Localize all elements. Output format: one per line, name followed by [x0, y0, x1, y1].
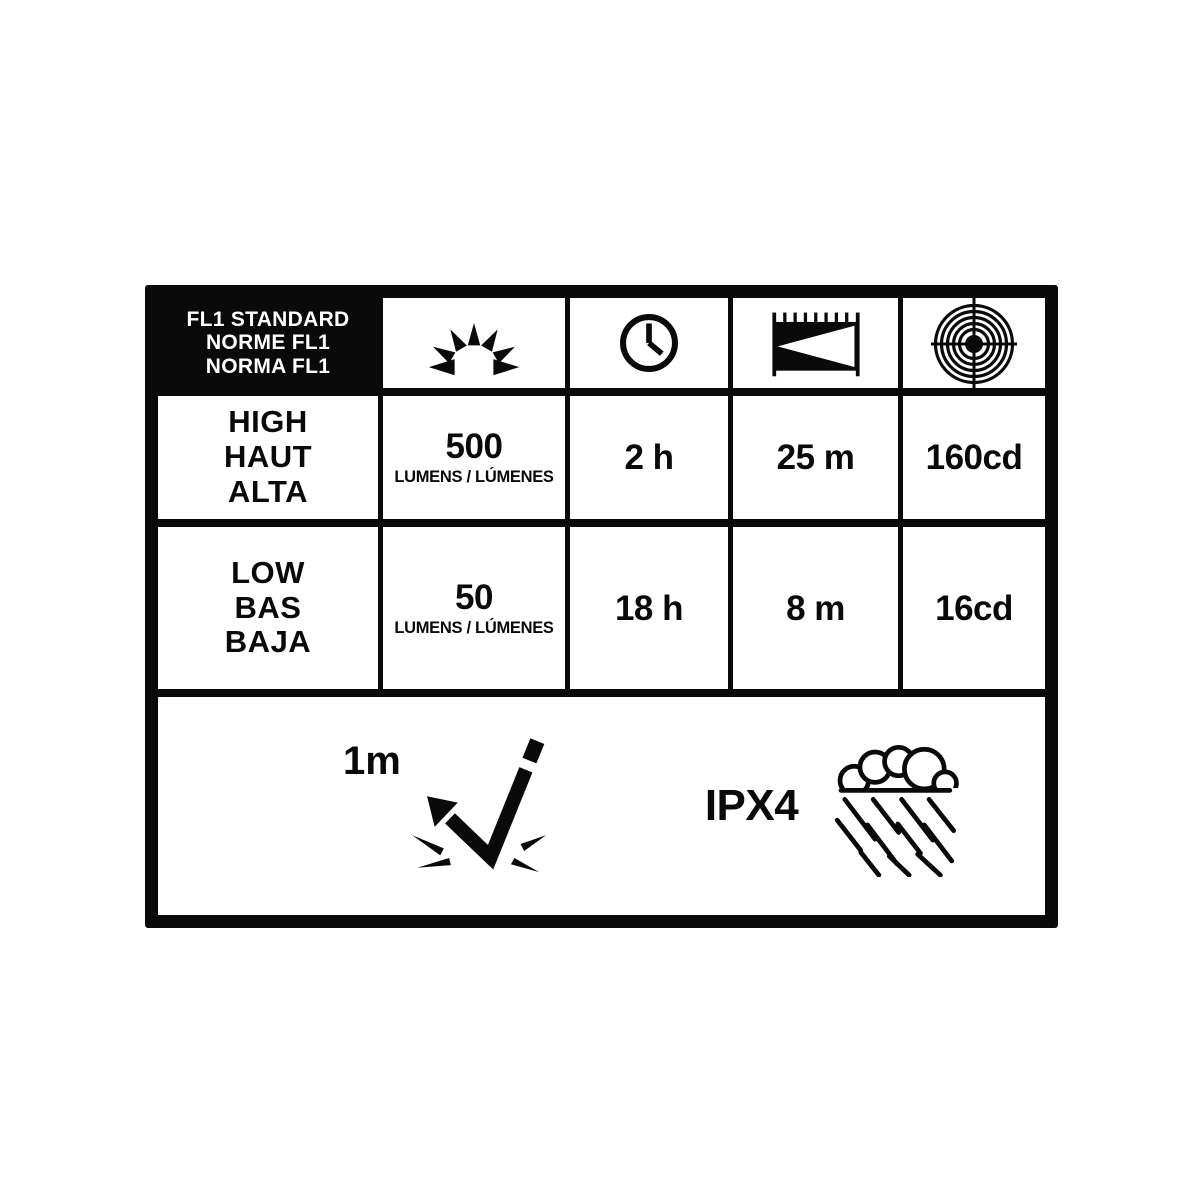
high-intensity-value: 160cd — [925, 438, 1023, 477]
mode-cell-high — [158, 396, 378, 519]
low-runtime-cell — [570, 527, 728, 689]
beam-distance-icon — [769, 306, 863, 381]
drop-height-label: 1m — [343, 739, 401, 783]
fl1-standard-spec-table — [145, 285, 1058, 928]
water-resistance-group — [705, 735, 970, 877]
drop-impact-icon — [405, 731, 555, 881]
low-intensity-cell — [903, 527, 1045, 689]
fl1-standard-title — [158, 298, 378, 388]
mode-label: BAJA — [224, 624, 312, 660]
title-line-3: NORMA FL1 — [205, 354, 331, 378]
high-lumens-value: 500 — [445, 427, 503, 467]
light-output-sun-icon — [422, 308, 526, 379]
mode-label: ALTA — [227, 473, 309, 509]
low-runtime-value: 18 h — [614, 588, 684, 628]
rain-cloud-icon — [818, 735, 970, 877]
peak-intensity-header-cell — [903, 298, 1045, 388]
low-distance-value: 8 m — [786, 588, 845, 628]
mode-label: BAS — [234, 589, 302, 625]
title-line-2: NORME FL1 — [205, 331, 331, 355]
peak-intensity-target-icon — [929, 298, 1019, 388]
title-line-1: FL1 STANDARD — [186, 307, 350, 331]
ipx-rating-label: IPX4 — [704, 781, 799, 830]
high-runtime-cell — [570, 396, 728, 519]
lumens-caption: LUMENS / LÚMENES — [394, 468, 554, 487]
light-output-header-cell — [383, 298, 565, 388]
durability-footer-cell — [158, 697, 1045, 915]
runtime-header-cell — [570, 298, 728, 388]
low-lumens-cell — [383, 527, 565, 689]
drop-test-group — [343, 731, 555, 881]
lumens-caption: LUMENS / LÚMENES — [394, 618, 554, 637]
mode-label: LOW — [231, 554, 305, 590]
low-intensity-value: 16cd — [935, 588, 1013, 628]
high-distance-value: 25 m — [776, 438, 855, 477]
low-lumens-value: 50 — [455, 577, 493, 617]
runtime-clock-icon — [617, 311, 681, 375]
beam-distance-header-cell — [733, 298, 898, 388]
mode-cell-low — [158, 527, 378, 689]
high-distance-cell — [733, 396, 898, 519]
high-intensity-cell — [903, 396, 1045, 519]
high-runtime-value: 2 h — [624, 438, 674, 477]
high-lumens-cell — [383, 396, 565, 519]
low-distance-cell — [733, 527, 898, 689]
mode-label: HAUT — [223, 439, 313, 475]
mode-label: HIGH — [228, 404, 308, 440]
